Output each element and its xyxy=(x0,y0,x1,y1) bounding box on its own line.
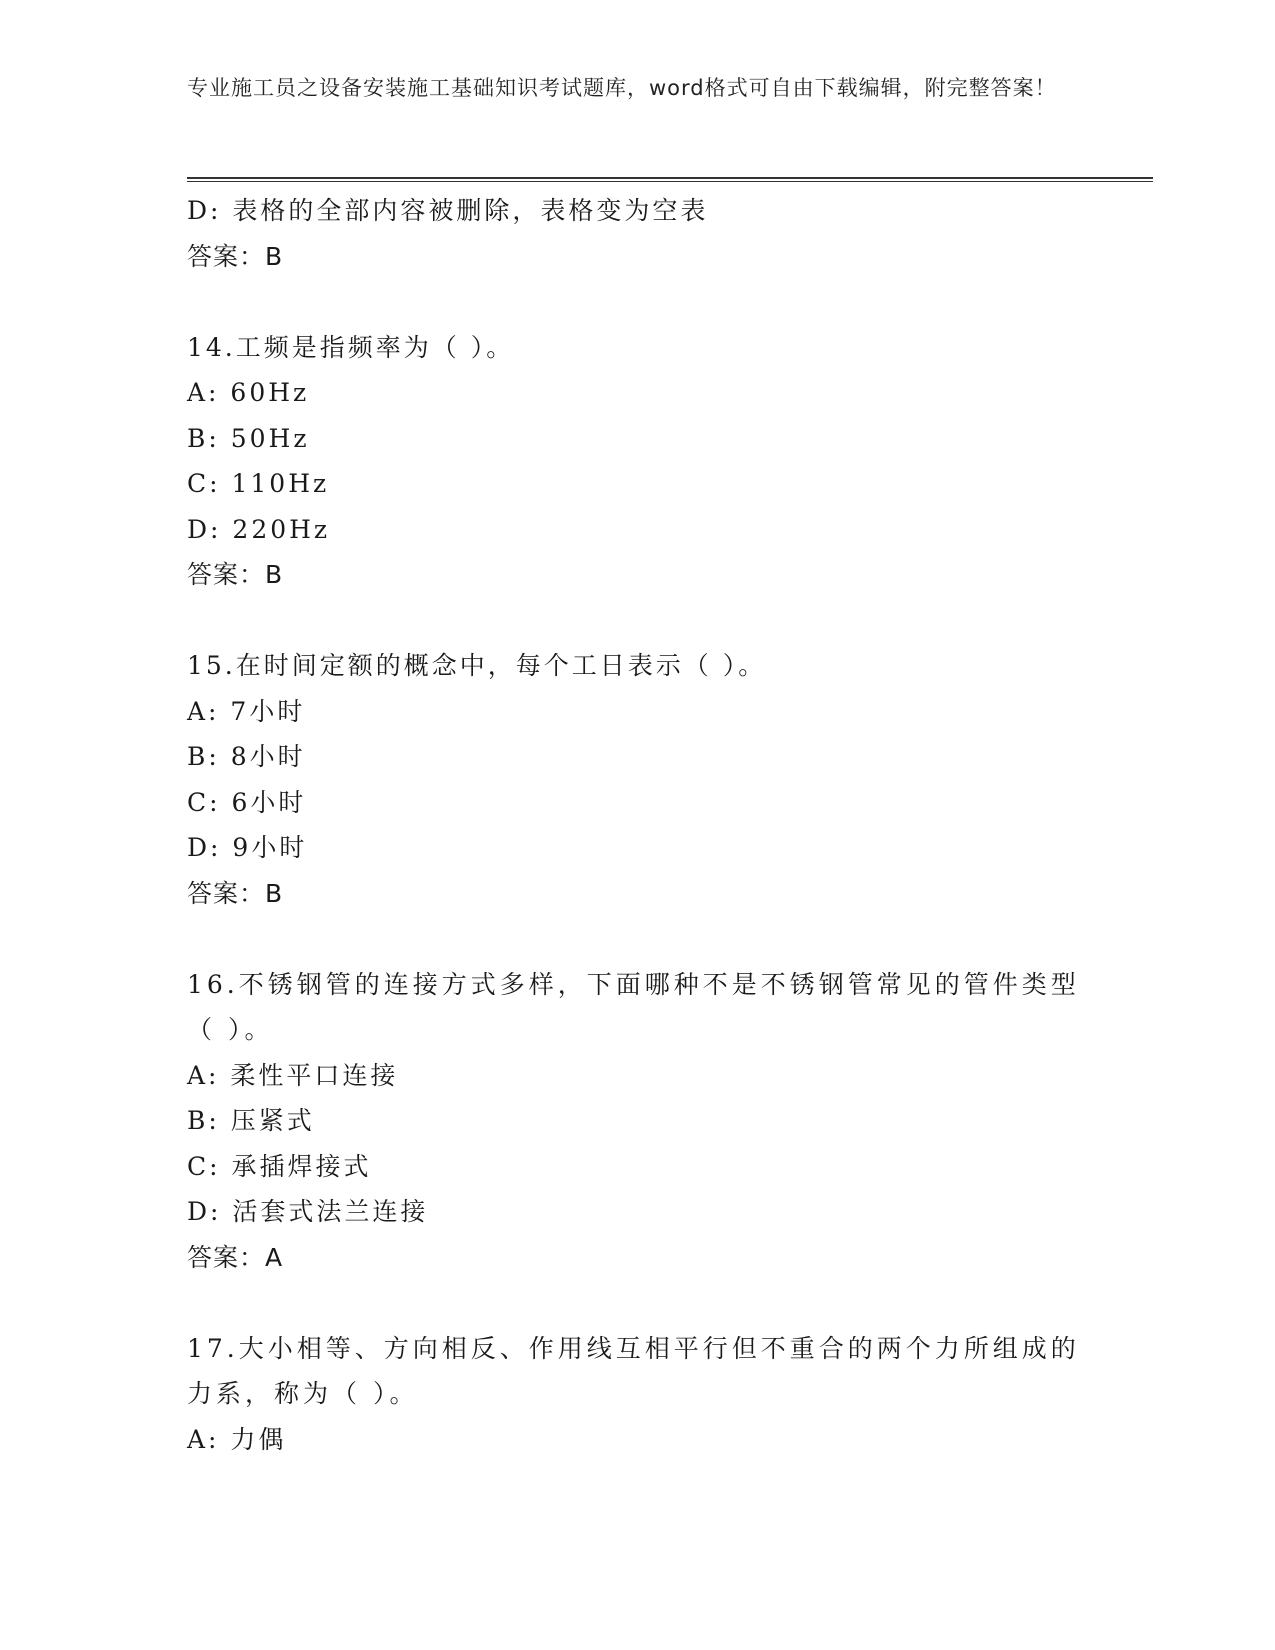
prev-option-d: D: 表格的全部内容被删除，表格变为空表 xyxy=(187,196,709,225)
question-14-option-a: A: 60Hz xyxy=(187,378,310,407)
spacer xyxy=(187,279,1087,325)
question-16-option-c: C: 承插焊接式 xyxy=(187,1151,372,1181)
header-divider xyxy=(187,177,1153,182)
spacer xyxy=(187,916,1087,962)
question-15-option-b: B: 8小时 xyxy=(187,742,306,771)
question-16-option-a: A: 柔性平口连接 xyxy=(187,1060,399,1090)
spacer xyxy=(187,598,1087,644)
question-15-stem: 15.在时间定额的概念中，每个工日表示（ ）。 xyxy=(187,651,767,680)
question-15-option-d: D: 9小时 xyxy=(187,833,308,862)
question-14-stem: 14.工频是指频率为（ ）。 xyxy=(187,332,515,362)
question-15-answer: 答案：B xyxy=(187,878,284,908)
question-17-option-a: A: 力偶 xyxy=(187,1424,287,1454)
question-15-option-c: C: 6小时 xyxy=(187,787,307,817)
prev-answer: 答案：B xyxy=(187,241,284,271)
question-14-option-b: B: 50Hz xyxy=(187,423,310,453)
document-body xyxy=(187,188,1087,1462)
question-15-option-a: A: 7小时 xyxy=(187,696,306,726)
question-14-option-d: D: 220Hz xyxy=(187,514,331,544)
question-16-option-b: B: 压紧式 xyxy=(187,1106,315,1135)
page-header: 专业施工员之设备安装施工基础知识考试题库，word格式可自由下载编辑，附完整答案！ xyxy=(187,76,1057,100)
question-16-answer: 答案：A xyxy=(187,1242,284,1272)
question-16-option-d: D: 活套式法兰连接 xyxy=(187,1197,429,1226)
question-14-option-c: C: 110Hz xyxy=(187,469,330,498)
question-17-stem: 17.大小相等、方向相反、作用线互相平行但不重合的两个力所组成的力系，称为（ ）。 xyxy=(187,1333,1080,1408)
question-16-stem: 16.不锈钢管的连接方式多样，下面哪种不是不锈钢管常见的管件类型（ ）。 xyxy=(187,969,1080,1044)
spacer xyxy=(187,1280,1087,1326)
question-14-answer: 答案：B xyxy=(187,560,284,589)
